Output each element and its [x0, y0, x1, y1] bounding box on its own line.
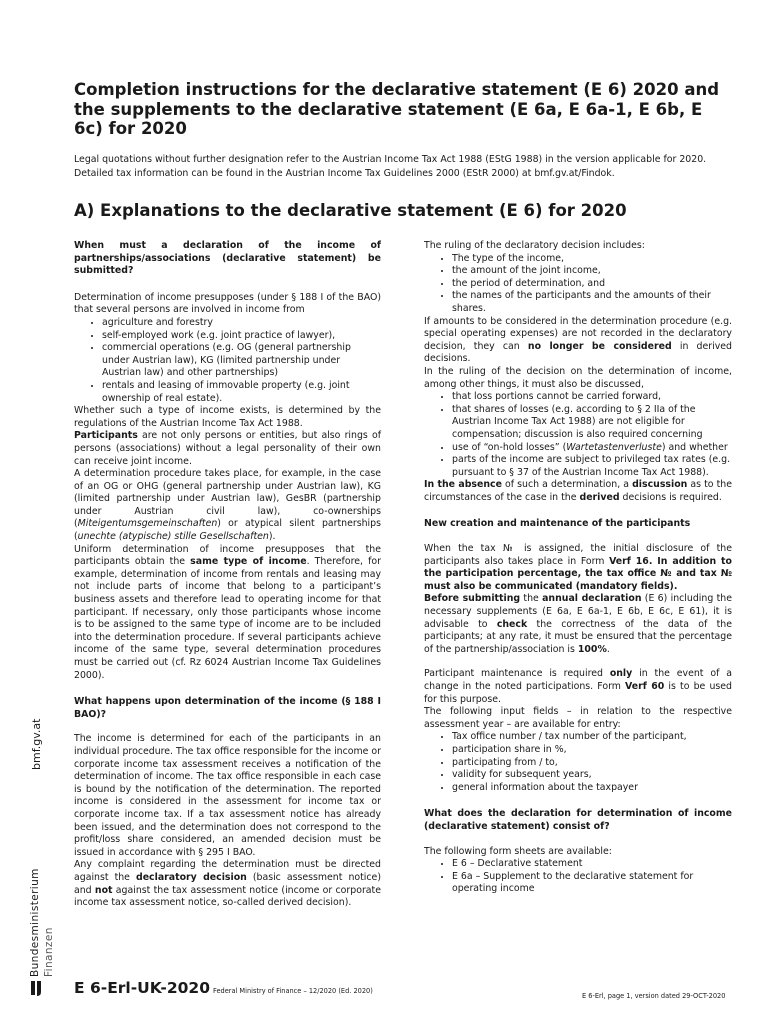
list-item: • that shares of losses (e.g. according to § 2 IIa of the Austrian Income Tax Act 1988) are not eligible for compensation; discussion is also required concerning — [452, 404, 732, 442]
income-types-list — [74, 317, 381, 405]
paragraph: The ruling of the declaratory decision includes: — [424, 240, 645, 251]
text: Participant maintenance is required — [424, 668, 610, 680]
text: When the tax № is assigned, the initial disclosure of the participants also takes place in Form — [424, 543, 732, 567]
intro-paragraph: Legal quotations without further designation refer to the Austrian Income Tax Act 1988 (EStG 1988) in the version applicable for 2020. Detailed tax information can be found in the Austrian Income Tax Guidelines 2000 (EStR 2000) at bmf.gv.at/Findok. — [74, 154, 707, 179]
bold-text: annual declaration — [542, 593, 642, 605]
paragraph: In the ruling of the decision on the determination of income, among other things, it must also be discussed, — [424, 365, 732, 390]
paragraph: Whether such a type of income exists, is determined by the regulations of the Austrian Income Tax Act 1988. — [74, 405, 381, 429]
publisher-note: Federal Ministry of Finance – 12/2020 (Ed. 2020) — [213, 987, 373, 995]
text: the — [520, 593, 543, 605]
list-item: • the period of determination, and — [452, 278, 732, 291]
list-item: • participation share in %, — [452, 744, 732, 757]
paragraph: The income is determined for each of the participants in an individual procedure. The tax office responsible for the income or corporate income tax assessment receives a notification of the determination of income. The tax office responsible in each case is bound by the notification of the determination. The reported income is considered in the assessment for income tax or corporate income tax. If a tax assessment notice has already been issued, and the determination does not correspond to the profit/loss share considered, an amended decision must be issued in accordance with § 295 I BAO. — [74, 733, 381, 858]
paragraph — [74, 468, 381, 544]
text: in the event of a change in the noted participations. Form — [424, 668, 732, 692]
bold-text: check — [496, 618, 528, 630]
text: as to the circumstances of the case in the — [424, 479, 732, 503]
bold-text: In the absence — [424, 479, 502, 491]
list-item: • Tax office number / tax number of the participant, — [452, 731, 732, 744]
list-item: • that loss portions cannot be carried forward, — [452, 391, 732, 404]
input-fields-list — [424, 731, 732, 794]
text: . Therefore, for example, determination of income from rentals and leasing may not include parts of income that belong to a participant’s business assets and therefore lead to operating income for that participant. If necessary, only those participants whose income is to be assigned to the same type of income are to be included into the determination procedure. If several participants achieve income of the same type, several determination procedures must be carried out (cf. Rz 6024 Austrian Income Tax Guidelines 2000). — [74, 556, 381, 681]
paragraph — [74, 430, 381, 468]
italic-text: Miteigentumsgemeinschaften — [77, 518, 218, 530]
bold-text: discussion — [632, 479, 688, 491]
bold-text: same type of income — [190, 556, 307, 568]
paragraph — [74, 544, 381, 683]
sidebar-finance: Finanzen — [43, 927, 55, 977]
text: use of “on-hold losses” ( — [452, 441, 567, 453]
bold-text: only — [609, 668, 633, 680]
text: ) or atypical silent partnerships ( — [74, 518, 381, 543]
question-heading: What does the declaration for determination of income (declarative statement) consist of? — [424, 808, 732, 832]
text: is to be used for this purpose. — [424, 681, 732, 705]
list-item: • parts of the income are subject to privileged tax rates (e.g. pursuant to § 37 of the Austrian Income Tax Act 1988). — [452, 454, 732, 479]
bold-text: not — [94, 884, 113, 896]
list-item: • E 6 – Declarative statement — [452, 858, 732, 871]
italic-text: Wartetastenverluste — [566, 441, 662, 453]
text: against the tax assessment notice (income or corporate income tax assessment notice, so-called derived decision). — [74, 884, 382, 909]
footer — [74, 978, 373, 997]
document-title: Completion instructions for the declarative statement (E 6) 2020 and the supplements to the declarative statement (E 6a, E 6a-1, E 6b, E 6c) for 2020 — [74, 80, 720, 138]
text: A determination procedure takes place, for example, in the case of an OG or OHG (general partnership under Austrian law), KG (limited partnership under Austrian law), GesBR (partnership under Austrian civil law), co-ownerships ( — [74, 468, 381, 530]
paragraph: The following input fields – in relation to the respective assessment year – are available for entry: — [424, 706, 732, 730]
sidebar-url: bmf.gv.at — [30, 718, 43, 770]
text: are not only persons or entities, but also rings of persons (associations) without a legal personality of their own can receive joint income. — [74, 430, 381, 467]
list-item: • self-employed work (e.g. joint practice of lawyer), — [102, 330, 381, 343]
list-item — [452, 442, 732, 455]
bold-text: derived — [579, 491, 620, 503]
text: (E 6) including the necessary supplements (E 6a, E 6a-1, E 6b, E 6c, E 61), it is advisable to — [424, 593, 732, 630]
page-info: E 6-Erl, page 1, version dated 29-OCT-2020 — [582, 992, 726, 1000]
paragraph: The following form sheets are available: — [424, 845, 612, 857]
bold-text: Verf 16 — [609, 555, 649, 567]
text: . — [606, 643, 610, 655]
paragraph — [74, 859, 381, 909]
bold-text: . In addition to the participation percentage, the tax office № and tax № must also be communicated (mandatory fields). — [424, 555, 732, 592]
text: (basic assessment notice) and — [74, 871, 381, 896]
text: Uniform determination of income presupposes that the participants obtain the — [74, 543, 381, 568]
question-heading: When must a declaration of the income of partnerships/associations (declarative statement) be submitted? — [74, 240, 381, 277]
bold-text: 100% — [577, 643, 607, 655]
text: ). — [268, 531, 276, 543]
ministry-logo-icon — [29, 980, 47, 998]
text: Any complaint regarding the determination must be directed against the — [74, 859, 381, 883]
text: in derived decisions. — [424, 340, 732, 365]
subsection-heading: New creation and maintenance of the participants — [424, 518, 691, 530]
bold-text: Participants — [74, 430, 138, 442]
section-a-heading: A) Explanations to the declarative statement (E 6) for 2020 — [74, 201, 627, 220]
list-item: • the names of the participants and the amounts of their shares. — [452, 290, 732, 315]
list-item: • the amount of the joint income, — [452, 265, 732, 278]
list-item: • rentals and leasing of immovable property (e.g. joint ownership of real estate). — [102, 380, 381, 405]
discussion-list — [424, 391, 732, 479]
bold-text: Before submitting — [424, 593, 521, 605]
right-column — [424, 240, 732, 896]
text: ) and whether — [661, 441, 728, 453]
list-item: • validity for subsequent years, — [452, 769, 732, 782]
ruling-contents-list — [424, 253, 732, 316]
list-item: • The type of the income, — [452, 253, 732, 266]
paragraph — [424, 593, 732, 656]
form-code: E 6-Erl-UK-2020 — [74, 979, 211, 997]
text: decisions is required. — [619, 491, 722, 503]
list-item: • agriculture and forestry — [102, 317, 381, 330]
list-item: • participating from / to, — [452, 757, 732, 770]
question-heading: What happens upon determination of the income (§ 188 I BAO)? — [74, 696, 381, 720]
paragraph: Determination of income presupposes (under § 188 I of the BAO) that several persons are involved in income from — [74, 291, 381, 316]
bold-text: declaratory decision — [135, 871, 247, 883]
bold-text: Verf 60 — [625, 681, 665, 692]
paragraph — [424, 479, 732, 504]
paragraph — [424, 316, 732, 366]
form-sheets-list — [424, 858, 732, 896]
paragraph — [424, 668, 732, 706]
bold-text: no longer be considered — [527, 340, 672, 352]
sidebar-ministry: Bundesministerium — [29, 868, 41, 977]
list-item: • E 6a – Supplement to the declarative statement for operating income — [452, 871, 732, 896]
list-item: • general information about the taxpayer — [452, 782, 732, 795]
left-column — [74, 240, 381, 910]
text: of such a determination, a — [501, 479, 633, 491]
text: the correctness of the data of the participants; at any rate, it must be ensured that the percentage of the partnership/association is — [424, 618, 732, 655]
italic-text: unechte (atypische) stille Gesellschaften — [77, 531, 269, 543]
paragraph — [424, 543, 732, 593]
text: If amounts to be considered in the determination procedure (e.g. special operating expenses) are not recorded in the declaratory decision, they can — [424, 315, 732, 352]
list-item: • commercial operations (e.g. OG (general partnership under Austrian law), KG (limited partnership under Austrian law) and other partnerships) — [102, 342, 381, 380]
